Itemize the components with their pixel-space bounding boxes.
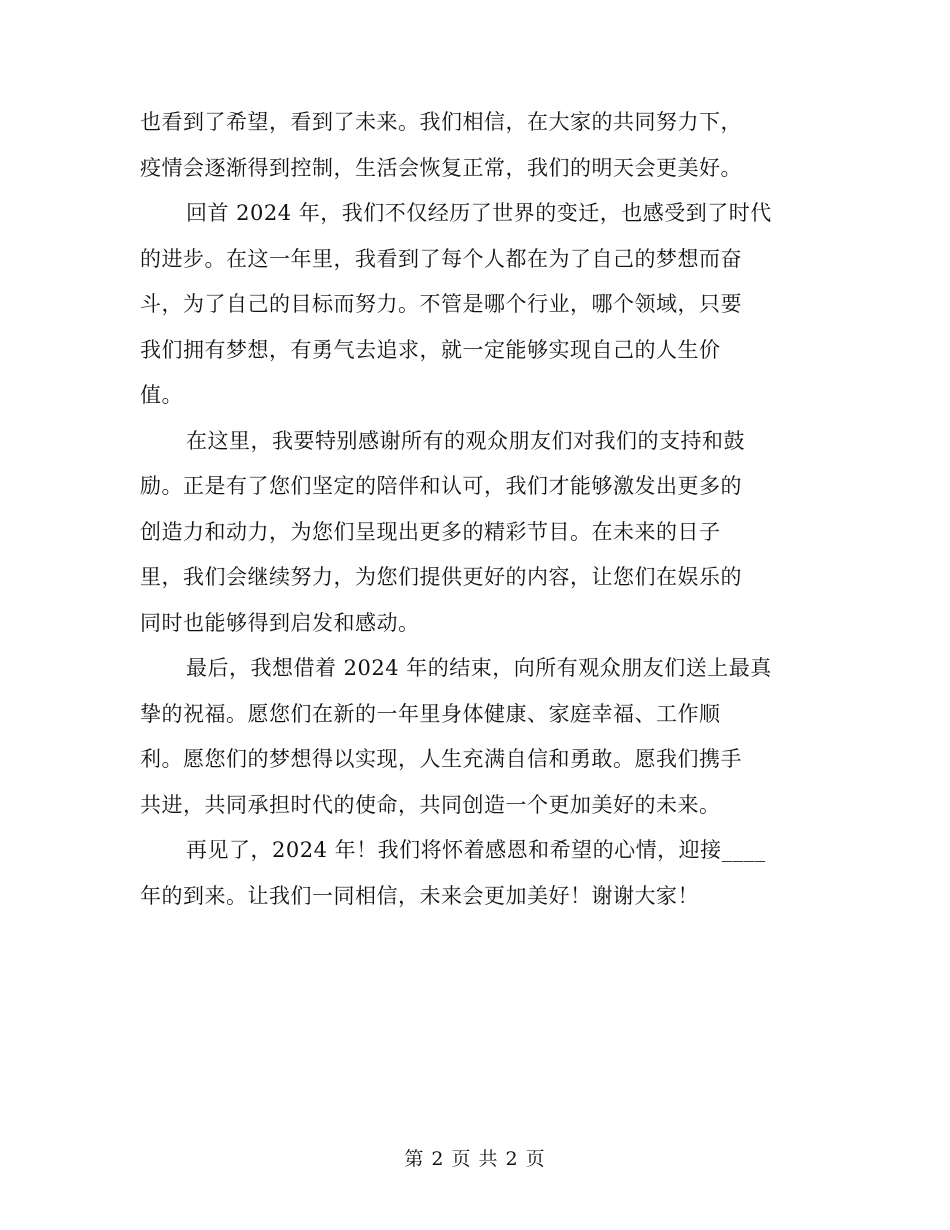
text-line: 疫情会逐渐得到控制，生活会恢复正常，我们的明天会更美好。 xyxy=(140,155,742,180)
paragraph xyxy=(140,100,810,191)
text-line: 再见了，2024 年！我们将怀着感恩和希望的心情，迎接____ xyxy=(186,838,766,862)
text-line: 励。正是有了您们坚定的陪伴和认可，我们才能够激发出更多的 xyxy=(140,474,742,498)
document-body xyxy=(140,100,810,919)
paragraph xyxy=(140,828,810,919)
text-line: 斗，为了自己的目标而努力。不管是哪个行业，哪个领域，只要 xyxy=(140,292,742,316)
paragraph xyxy=(140,646,810,828)
text-line: 值。 xyxy=(140,383,183,407)
text-line: 里，我们会继续努力，为您们提供更好的内容，让您们在娱乐的 xyxy=(140,565,742,589)
text-line: 我们拥有梦想，有勇气去追求，就一定能够实现自己的人生价 xyxy=(140,337,721,362)
text-line: 年的到来。让我们一同相信，未来会更加美好！谢谢大家！ xyxy=(140,883,699,908)
text-line: 最后，我想借着 2024 年的结束，向所有观众朋友们送上最真 xyxy=(186,656,772,680)
text-line: 创造力和动力，为您们呈现出更多的精彩节目。在未来的日子 xyxy=(140,519,721,544)
text-line: 挚的祝福。愿您们在新的一年里身体健康、家庭幸福、工作顺 xyxy=(140,701,721,726)
text-line: 利。愿您们的梦想得以实现，人生充满自信和勇敢。愿我们携手 xyxy=(140,747,742,771)
page-number-footer: 第 2 页 共 2 页 xyxy=(404,1148,546,1170)
text-line: 的进步。在这一年里，我看到了每个人都在为了自己的梦想而奋 xyxy=(140,246,742,271)
text-line: 回首 2024 年，我们不仅经历了世界的变迁，也感受到了时代 xyxy=(186,201,772,225)
text-line: 也看到了希望，看到了未来。我们相信，在大家的共同努力下， xyxy=(140,110,742,134)
text-line: 在这里，我要特别感谢所有的观众朋友们对我们的支持和鼓 xyxy=(186,428,745,453)
paragraph xyxy=(140,191,810,419)
text-line: 同时也能够得到启发和感动。 xyxy=(140,610,420,635)
text-line: 共进，共同承担时代的使命，共同创造一个更加美好的未来。 xyxy=(140,792,721,817)
paragraph xyxy=(140,419,810,647)
